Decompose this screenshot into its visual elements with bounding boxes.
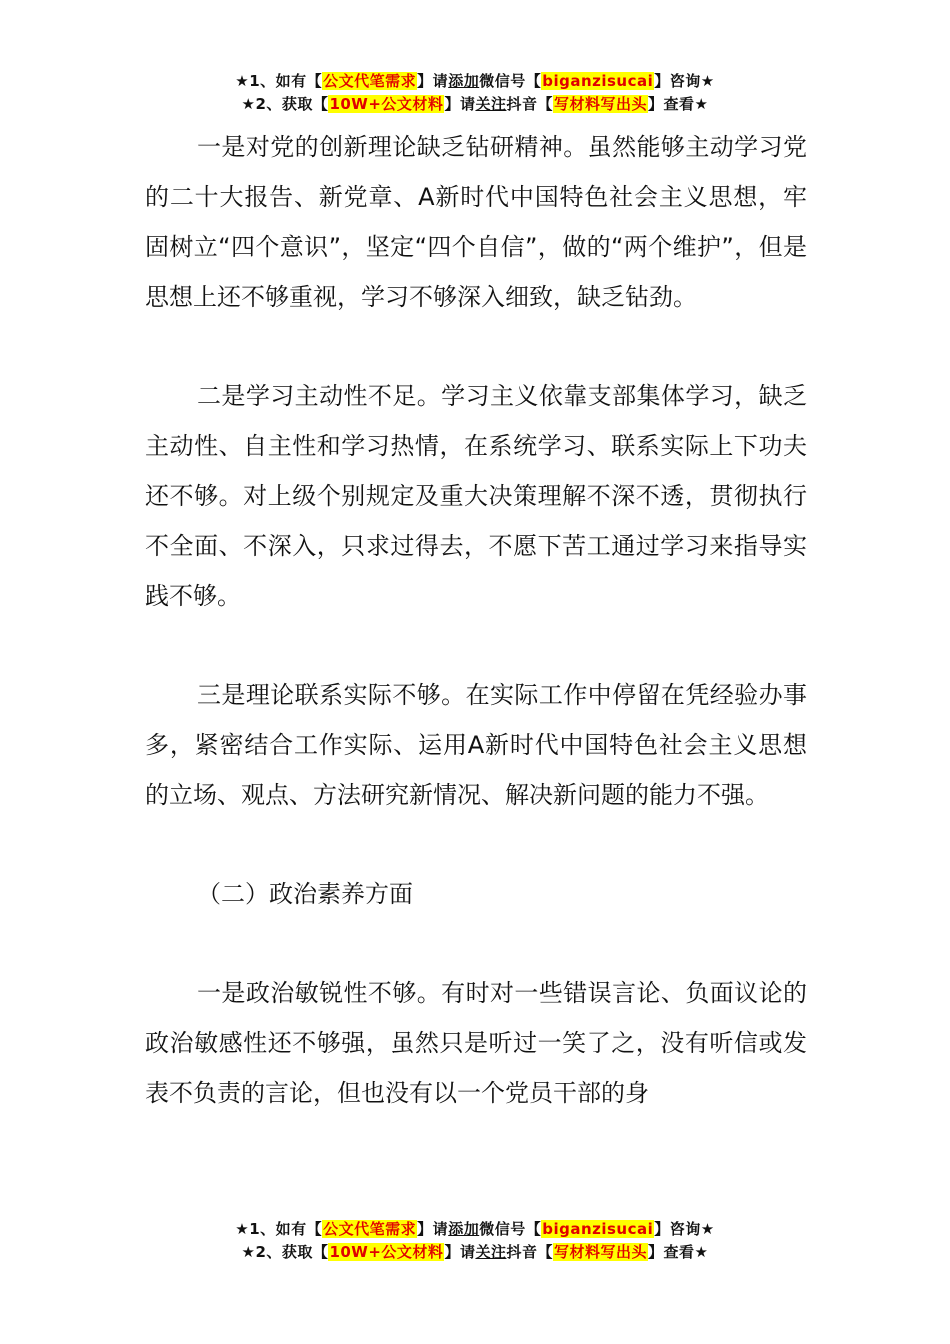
header-banner <box>0 70 950 116</box>
banner-text: ★2、获取【 <box>241 1243 329 1261</box>
highlight-materials: 10W+公文材料 <box>329 1243 444 1261</box>
banner-text: 微信号【 <box>479 1220 542 1238</box>
highlight-wechat-id: biganzisucai <box>542 72 654 90</box>
highlight-douyin-account: 写材料写出头 <box>553 1243 647 1261</box>
banner-line-1 <box>0 1218 950 1241</box>
section-heading: （二）政治素养方面 <box>197 880 413 908</box>
highlight-materials: 10W+公文材料 <box>329 95 444 113</box>
banner-text: ★1、如有【 <box>235 1220 323 1238</box>
banner-text: 】咨询★ <box>654 1220 715 1238</box>
footer-banner <box>0 1218 950 1264</box>
paragraph-2: 二是学习主动性不足。学习主义依靠支部集体学习，缺乏主动性、自主性和学习热情，在系统学习、联系实际上下功夫还不够。对上级个别规定及重大决策理解不深不透，贯彻执行不全面、不深入，只求过得去，不愿下苦工通过学习来指导实践不够。 <box>145 382 807 610</box>
paragraph-1: 一是对党的创新理论缺乏钻研精神。虽然能够主动学习党的二十大报告、新党章、A新时代中国特色社会主义思想，牢固树立“四个意识”，坚定“四个自信”，做的“两个维护”，但是思想上还不够重视，学习不够深入细致，缺乏钻劲。 <box>145 133 807 311</box>
banner-text: 】查看★ <box>648 1243 709 1261</box>
highlight-wechat-id: biganzisucai <box>542 1220 654 1238</box>
banner-text: 微信号【 <box>479 72 542 90</box>
paragraph-3: 三是理论联系实际不够。在实际工作中停留在凭经验办事多，紧密结合工作实际、运用A新时代中国特色社会主义思想的立场、观点、方法研究新情况、解决新问题的能力不强。 <box>145 681 807 809</box>
banner-text: 】请 <box>417 72 449 90</box>
highlight-douyin-account: 写材料写出头 <box>553 95 647 113</box>
highlight-service: 公文代笔需求 <box>323 72 417 90</box>
banner-line-1 <box>0 70 950 93</box>
banner-text: 抖音【 <box>506 95 553 113</box>
paragraph-4: 一是政治敏锐性不够。有时对一些错误言论、负面议论的政治敏感性还不够强，虽然只是听过一笑了之，没有听信或发表不负责的言论，但也没有以一个党员干部的身 <box>145 979 807 1107</box>
underlined-text: 添加 <box>448 1220 480 1238</box>
banner-line-2 <box>0 93 950 116</box>
banner-text: 】请 <box>417 1220 449 1238</box>
banner-text: 】请 <box>444 1243 476 1261</box>
banner-text: ★1、如有【 <box>235 72 323 90</box>
banner-text: 抖音【 <box>506 1243 553 1261</box>
document-body <box>145 122 807 1118</box>
banner-text: 】请 <box>444 95 476 113</box>
highlight-service: 公文代笔需求 <box>323 1220 417 1238</box>
banner-text: 】咨询★ <box>654 72 715 90</box>
banner-text: ★2、获取【 <box>241 95 329 113</box>
banner-line-2 <box>0 1241 950 1264</box>
banner-text: 】查看★ <box>648 95 709 113</box>
underlined-text: 关注 <box>475 1243 507 1261</box>
underlined-text: 关注 <box>475 95 507 113</box>
underlined-text: 添加 <box>448 72 480 90</box>
